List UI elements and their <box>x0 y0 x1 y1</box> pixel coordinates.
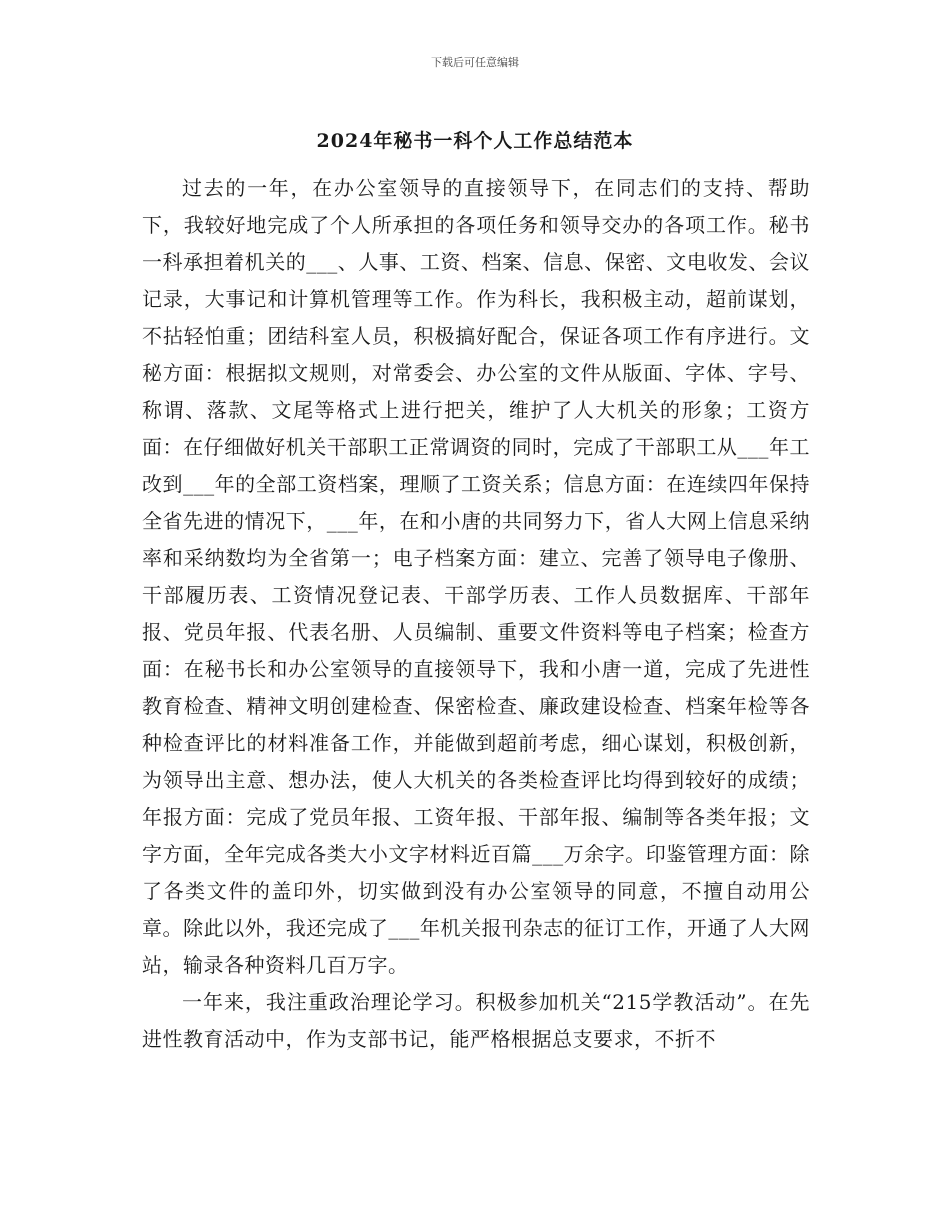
document-body <box>142 170 810 1058</box>
body-paragraph-2: 一年来，我注重政治理论学习。积极参加机关“215学教活动”。在先进性教育活动中，作为支部书记，能严格根据总支要求，不折不 <box>142 990 810 1051</box>
body-paragraph-1: 过去的一年，在办公室领导的直接领导下，在同志们的支持、帮助下，我较好地完成了个人所承担的各项任务和领导交办的各项工作。秘书一科承担着机关的___、人事、工资、档案、信息、保密、文电收发、会议记录，大事记和计算机管理等工作。作为科长，我积极主动，超前谋划，不拈轻怕重；团结科室人员，积极搞好配合，保证各项工作有序进行。文秘方面：根据拟文规则，对常委会、办公室的文件从版面、字体、字号、称谓、落款、文尾等格式上进行把关，维护了人大机关的形象；工资方面：在仔细做好机关干部职工正常调资的同时，完成了干部职工从___年工改到___年的全部工资档案，理顺了工资关系；信息方面：在连续四年保持全省先进的情况下，___年，在和小唐的共同努力下，省人大网上信息采纳率和采纳数均为全省第一；电子档案方面：建立、完善了领导电子像册、干部履历表、工资情况登记表、干部学历表、工作人员数据库、干部年报、党员年报、代表名册、人员编制、重要文件资料等电子档案；检查方面：在秘书长和办公室领导的直接领导下，我和小唐一道，完成了先进性教育检查、精神文明创建检查、保密检查、廉政建设检查、档案年检等各种检查评比的材料准备工作，并能做到超前考虑，细心谋划，积极创新，为领导出主意、想办法，使人大机关的各类检查评比均得到较好的成绩；年报方面：完成了党员年报、工资年报、干部年报、编制等各类年报；文字方面，全年完成各类大小文字材料近百篇___万余字。印鉴管理方面：除了各类文件的盖印外，切实做到没有办公室领导的同意，不擅自动用公章。除此以外，我还完成了___年机关报刊杂志的征订工作，开通了人大网站，输录各种资料几百万字。 <box>142 176 810 977</box>
header-note: 下载后可任意编辑 <box>431 56 519 69</box>
document-title: 2024年秘书一科个人工作总结范本 <box>316 130 634 152</box>
